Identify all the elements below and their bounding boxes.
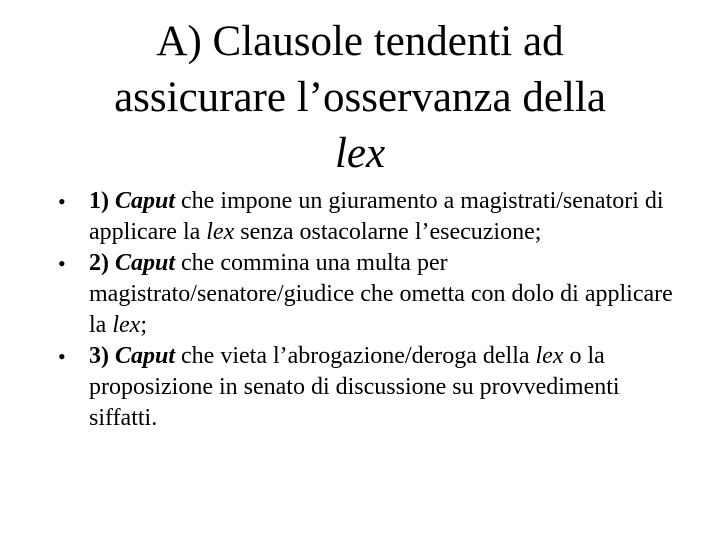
bullet-keyword: Caput bbox=[115, 188, 176, 214]
bullet-item-2 bbox=[54, 248, 674, 341]
bullet-text: ; bbox=[140, 312, 147, 338]
bullet-list bbox=[54, 186, 674, 434]
bullet-number: 1) bbox=[89, 188, 109, 214]
bullet-dot-icon: • bbox=[58, 189, 66, 214]
bullet-lex: lex bbox=[206, 219, 235, 245]
bullet-number: 2) bbox=[89, 250, 109, 276]
title-line-1: A) Clausole tendenti ad bbox=[156, 18, 564, 65]
bullet-keyword: Caput bbox=[115, 343, 176, 369]
bullet-dot-icon: • bbox=[58, 344, 66, 369]
bullet-text: che commina una multa per magistrato/senatore/giudice che ometta con dolo di applicare la bbox=[89, 250, 673, 338]
bullet-text: che impone un giuramento a magistrati/senatori di applicare la bbox=[89, 188, 664, 245]
bullet-lex: lex bbox=[535, 343, 564, 369]
title-line-2: assicurare l’osservanza della bbox=[114, 74, 606, 121]
bullet-item-3 bbox=[54, 341, 674, 434]
bullet-text: che vieta l’abrogazione/deroga della bbox=[175, 343, 536, 369]
bullet-keyword: Caput bbox=[115, 250, 176, 276]
slide-title bbox=[60, 14, 660, 182]
title-line-3: lex bbox=[334, 130, 386, 177]
bullet-text: senza ostacolarne l’esecuzione; bbox=[234, 219, 542, 245]
bullet-number: 3) bbox=[89, 343, 109, 369]
bullet-dot-icon: • bbox=[58, 251, 66, 276]
bullet-text: o la proposizione in senato di discussione su provvedimenti siffatti. bbox=[89, 343, 620, 431]
bullet-lex: lex bbox=[112, 312, 141, 338]
bullet-item-1 bbox=[54, 186, 674, 248]
